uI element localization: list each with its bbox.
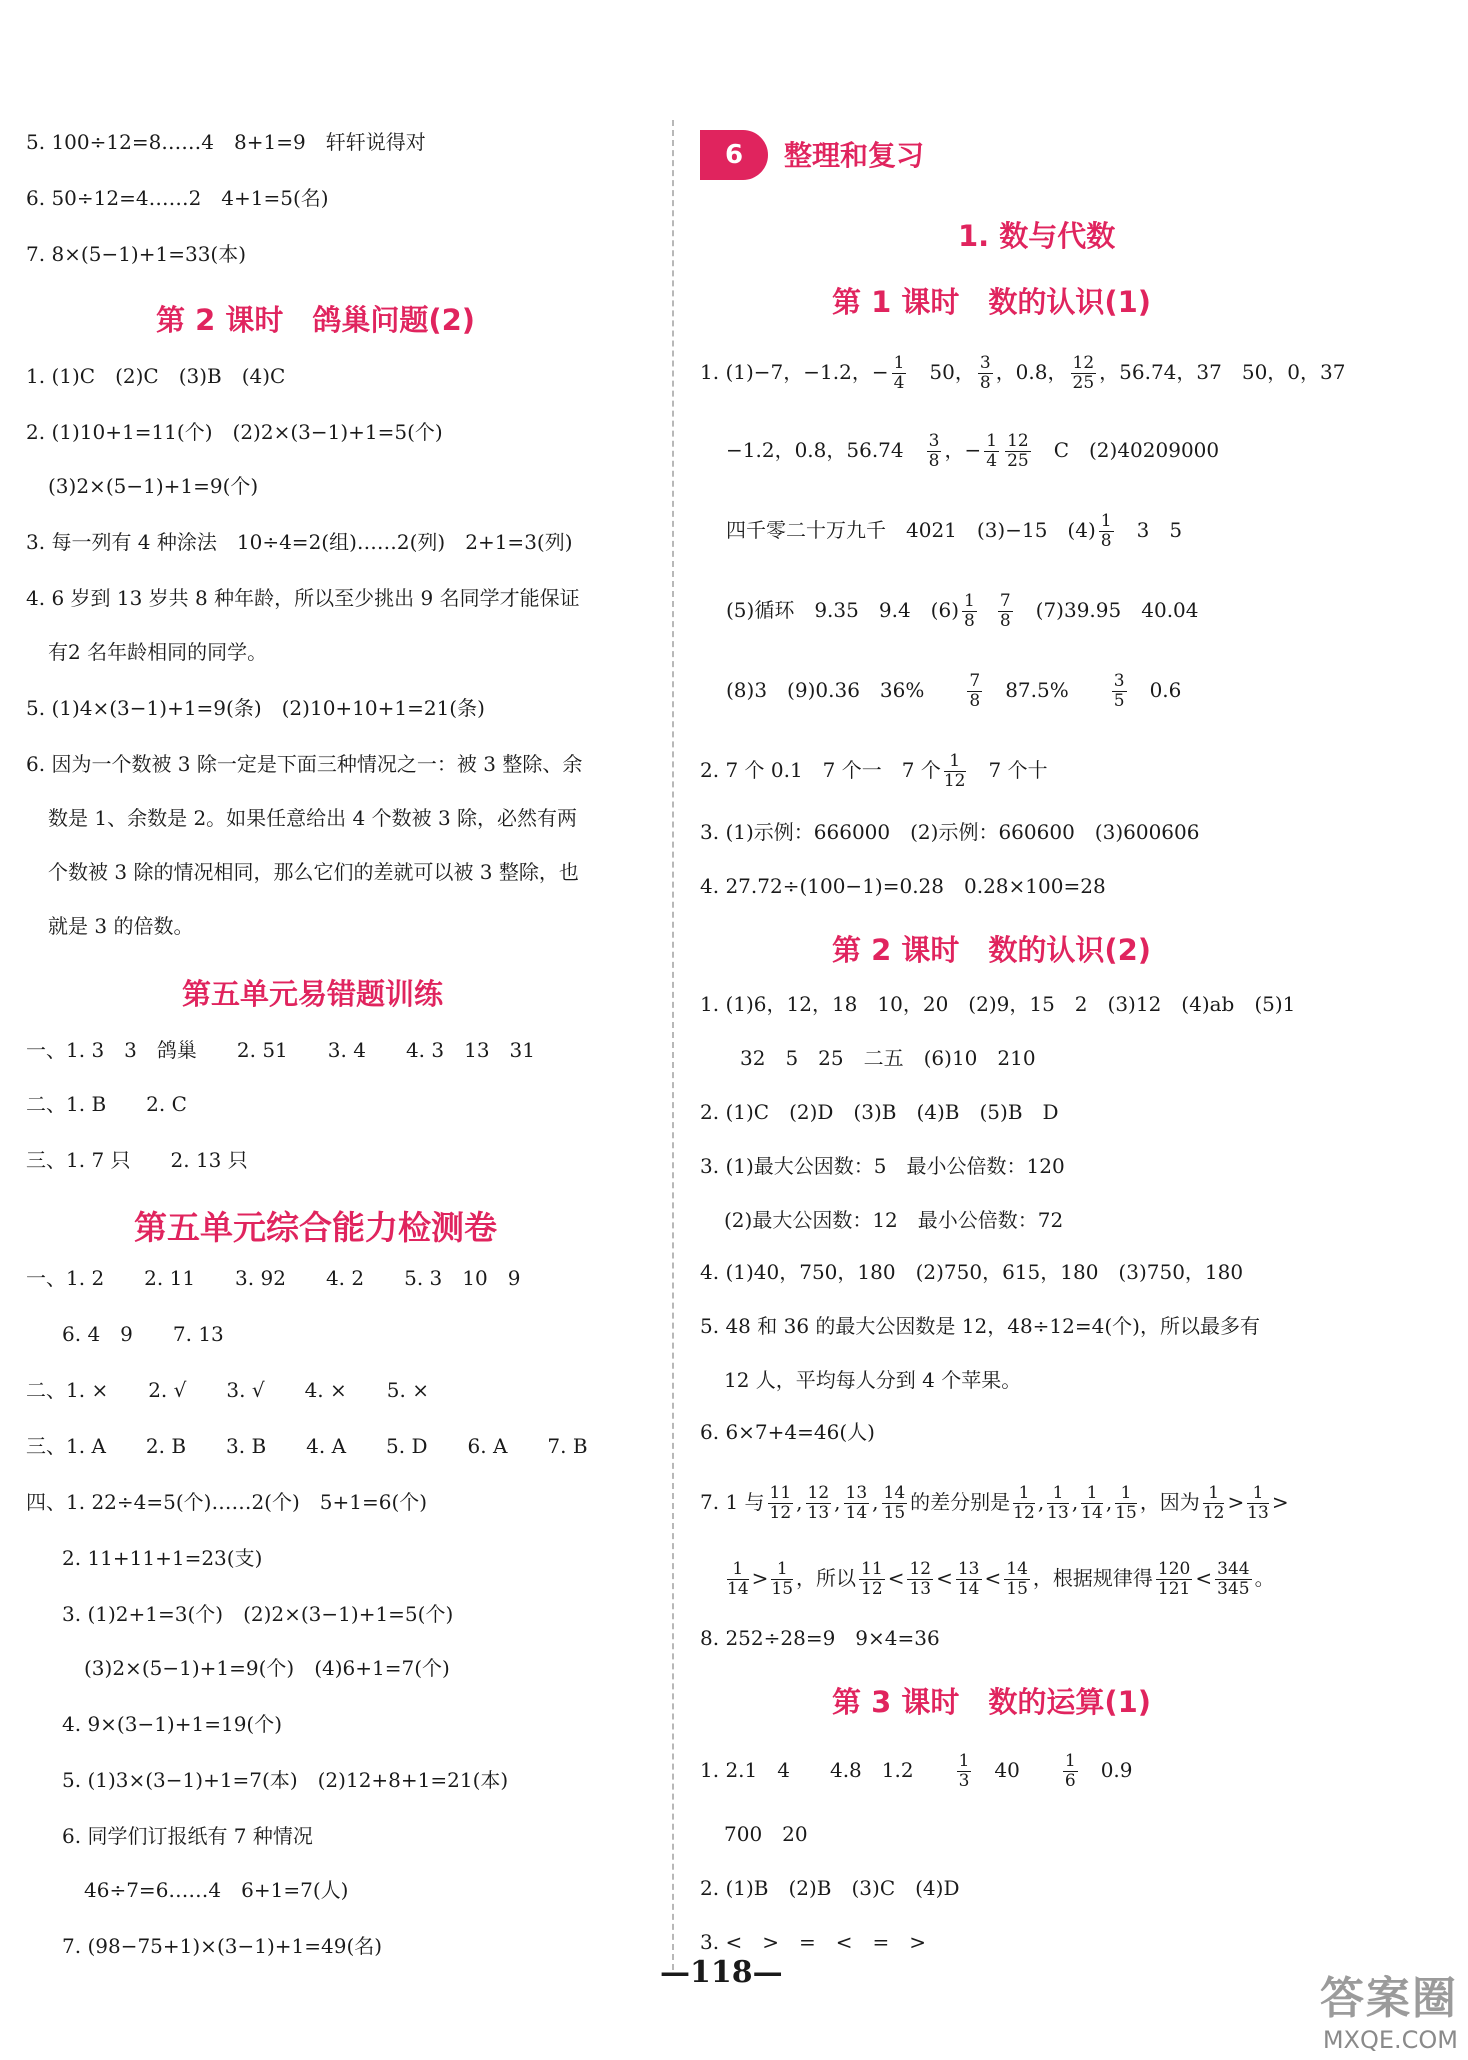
answer-line: 32 5 25 二五 (6)10 210	[740, 1046, 1036, 1070]
answer-line: 就是 3 的倍数。	[48, 914, 194, 938]
fraction: $\frac{12}{25}$	[1072, 353, 1095, 393]
answer-line: 700 20	[724, 1822, 808, 1846]
fraction: $\frac{11}{12}$	[861, 1559, 883, 1599]
answer-line: 三、1. A 2. B 3. B 4. A 5. D 6. A 7. B	[26, 1434, 588, 1458]
text: 2. 7 个 0.1 7 个一 7 个	[700, 758, 941, 782]
watermark-url: MXQE.COM	[1322, 2026, 1458, 2054]
fraction: $\frac{1}{14}$	[727, 1559, 749, 1599]
text: 1. (1)−7，−1.2，−	[700, 360, 889, 384]
fraction: $\frac{1}{12}$	[1202, 1483, 1225, 1523]
text: 7. 1 与	[700, 1490, 765, 1514]
answer-line: 二、1. × 2. √ 3. √ 4. × 5. ×	[26, 1378, 429, 1402]
fraction: $\frac{1}{4}$	[986, 431, 998, 471]
answer-line: 6. 因为一个数被 3 除一定是下面三种情况之一：被 3 整除、余	[26, 752, 583, 776]
fraction: $\frac{1}{12}$	[943, 751, 966, 791]
fraction: $\frac{3}{5}$	[1113, 671, 1125, 711]
answer-line	[726, 592, 1199, 631]
answer-line: (3)2×(5−1)+1=9(个) (4)6+1=7(个)	[84, 1656, 450, 1680]
watermark	[1320, 1962, 1458, 2054]
test-heading: 第五单元综合能力检测卷	[134, 1208, 497, 1247]
fraction: $\frac{1}{13}$	[1047, 1483, 1069, 1523]
answer-line: 6. 50÷12=4……2 4+1=5(名)	[26, 186, 329, 210]
answer-line: 5. (1)3×(3−1)+1=7(本) (2)12+8+1=21(本)	[62, 1768, 509, 1792]
fraction: $\frac{12}{13}$	[807, 1483, 830, 1523]
fraction: $\frac{7}{8}$	[999, 591, 1011, 631]
fraction: $\frac{13}{14}$	[845, 1483, 868, 1523]
fraction: $\frac{3}{8}$	[979, 353, 991, 393]
answer-line: 2. (1)10+1=11(个) (2)2×(3−1)+1=5(个)	[26, 420, 443, 444]
fraction: $\frac{13}{14}$	[957, 1559, 980, 1599]
fraction: $\frac{14}{15}$	[1006, 1559, 1028, 1599]
answer-line: 5. 100÷12=8……4 8+1=9 轩轩说得对	[26, 130, 426, 154]
fraction: $\frac{344}{345}$	[1217, 1559, 1250, 1599]
text: ，−	[944, 438, 982, 462]
fraction: $\frac{14}{15}$	[883, 1483, 906, 1523]
fraction: $\frac{1}{6}$	[1064, 1751, 1076, 1791]
fraction: $\frac{1}{4}$	[893, 353, 905, 393]
answer-line	[726, 512, 1182, 551]
text: 7 个十	[968, 758, 1048, 782]
text: 0.6	[1129, 678, 1182, 702]
lesson-heading: 第 1 课时 数的认识(1)	[832, 285, 1152, 319]
text: ，所以	[796, 1566, 857, 1590]
answer-line: 6. 6×7+4=46(人)	[700, 1420, 875, 1444]
answer-line: 12 人，平均每人分到 4 个苹果。	[724, 1368, 1022, 1392]
answer-line: 二、1. B 2. C	[26, 1092, 187, 1116]
answer-line: 1. (1)6，12，18 10，20 (2)9，15 2 (3)12 (4)ab (5)1	[700, 992, 1296, 1016]
text: (5)循环 9.35 9.4 (6)	[726, 598, 959, 622]
text: 的差分别是	[910, 1490, 1011, 1514]
answer-line: 46÷7=6……4 6+1=7(人)	[84, 1878, 349, 1902]
answer-line: 个数被 3 除的情况相同，那么它们的差就可以被 3 整除，也	[48, 860, 579, 884]
answer-line: 3. (1)示例：666000 (2)示例：660600 (3)600606	[700, 820, 1200, 844]
text: ，0.8，	[995, 360, 1068, 384]
answer-line: 3. (1)2+1=3(个) (2)2×(3−1)+1=5(个)	[62, 1602, 454, 1626]
lesson-heading: 第 2 课时 数的认识(2)	[832, 933, 1152, 967]
answer-line: 2. (1)B (2)B (3)C (4)D	[700, 1876, 960, 1900]
section-heading: 第五单元易错题训练	[182, 977, 444, 1011]
fraction: $\frac{1}{13}$	[1247, 1483, 1269, 1523]
lesson-heading: 第 2 课时 鸽巢问题(2)	[156, 303, 476, 337]
text: (8)3 (9)0.36 36%	[726, 678, 965, 702]
answer-line: 一、1. 2 2. 11 3. 92 4. 2 5. 3 10 9	[26, 1266, 521, 1290]
fraction: $\frac{1}{8}$	[1100, 511, 1112, 551]
answer-line	[700, 354, 1345, 393]
text: (7)39.95 40.04	[1015, 598, 1199, 622]
text: 0.9	[1080, 1758, 1133, 1782]
answer-line: 5. (1)4×(3−1)+1=9(条) (2)10+10+1=21(条)	[26, 696, 485, 720]
fraction: $\frac{120}{121}$	[1157, 1559, 1191, 1599]
fraction: $\frac{11}{12}$	[769, 1483, 792, 1523]
text: ，根据规律得	[1032, 1566, 1153, 1590]
fraction: $\frac{1}{8}$	[964, 591, 975, 631]
text: 50，	[909, 360, 975, 384]
text: 四千零二十万九千 4021 (3)−15 (4)	[726, 518, 1096, 542]
answer-line: 三、1. 7 只 2. 13 只	[26, 1148, 248, 1172]
watermark-logo: 答案圈	[1320, 1973, 1458, 2024]
answer-line: 四、1. 22÷4=5(个)……2(个) 5+1=6(个)	[26, 1490, 428, 1514]
fraction: $\frac{12}{25}$	[1007, 431, 1029, 471]
answer-line: 3. (1)最大公因数：5 最小公倍数：120	[700, 1154, 1065, 1178]
answer-line: 3. 每一列有 4 种涂法 10÷4=2(组)……2(列) 2+1=3(列)	[26, 530, 573, 554]
answer-line: 4. (1)40，750，180 (2)750，615，180 (3)750，180	[700, 1260, 1244, 1284]
answer-line: 3. < > = < = >	[700, 1930, 926, 1954]
answer-line	[700, 752, 1048, 791]
text: 40	[974, 1758, 1060, 1782]
section-heading: 1. 数与代数	[958, 219, 1116, 253]
fraction: $\frac{1}{12}$	[1013, 1483, 1035, 1523]
answer-line: 2. 11+11+1=23(支)	[62, 1546, 263, 1570]
text: 1. 2.1 4 4.8 1.2	[700, 1758, 954, 1782]
answer-line: 一、1. 3 3 鸽巢 2. 51 3. 4 4. 3 13 31	[26, 1038, 536, 1062]
fraction: $\frac{12}{13}$	[909, 1559, 932, 1599]
fraction: $\frac{1}{3}$	[958, 1751, 970, 1791]
text: ，因为	[1139, 1490, 1200, 1514]
answer-line: 8. 252÷28=9 9×4=36	[700, 1626, 940, 1650]
answer-line: 1. (1)C (2)C (3)B (4)C	[26, 364, 286, 388]
page-number: —118—	[660, 1955, 783, 1990]
answer-line: 6. 4 9 7. 13	[62, 1322, 224, 1346]
column-divider	[672, 120, 674, 1970]
answer-line: 数是 1、余数是 2。如果任意给出 4 个数被 3 除，必然有两	[48, 806, 578, 830]
text: −1.2，0.8，56.74	[726, 438, 924, 462]
fraction: $\frac{3}{8}$	[928, 431, 940, 471]
answer-line: 4. 6 岁到 13 岁共 8 种年龄，所以至少挑出 9 名同学才能保证	[26, 586, 580, 610]
answer-line	[726, 432, 1219, 471]
answer-line: 有2 名年龄相同的同学。	[48, 640, 268, 664]
text: 3 5	[1116, 518, 1183, 542]
answer-line: 7. 1 与 $\frac{11}{12}$ , $\frac{12}{13}$ , $\frac{13}{14}$ , $\frac{14}{15}$ 的差分别是 $\frac{1}{12}$ , $\frac{1}{13}$ , $\frac{1}{14}$ , $\frac{1}{15}$ ，因为 $\frac{1}{12}$ > $\frac{1}{13}$ >	[700, 1483, 1289, 1523]
answer-line: (2)最大公因数：12 最小公倍数：72	[724, 1208, 1064, 1232]
text: C (2)40209000	[1033, 438, 1220, 462]
answer-line: (3)2×(5−1)+1=9(个)	[48, 474, 259, 498]
answer-line: $\frac{1}{14}$ > $\frac{1}{15}$ ，所以 $\frac{11}{12}$ < $\frac{12}{13}$ < $\frac{13}{14}$ < $\frac{14}{15}$ ，根据规律得 $\frac{120}{121}$ < $\frac{344}{345}$ 。	[727, 1559, 1275, 1599]
unit-title: 整理和复习	[784, 139, 925, 172]
fraction: $\frac{1}{14}$	[1081, 1483, 1103, 1523]
answer-line	[726, 672, 1181, 711]
fraction: $\frac{1}{15}$	[771, 1559, 794, 1599]
answer-line: 5. 48 和 36 的最大公因数是 12，48÷12=4(个)，所以最多有	[700, 1314, 1260, 1338]
fraction: $\frac{1}{15}$	[1115, 1483, 1137, 1523]
answer-line: 6. 同学们订报纸有 7 种情况	[62, 1824, 313, 1848]
answer-line: 7. (98−75+1)×(3−1)+1=49(名)	[62, 1934, 383, 1958]
answer-line: 4. 27.72÷(100−1)=0.28 0.28×100=28	[700, 874, 1106, 898]
answer-line: 4. 9×(3−1)+1=19(个)	[62, 1712, 283, 1736]
text: ，56.74，37 50，0，37	[1099, 360, 1346, 384]
unit-badge: 6	[700, 130, 768, 180]
answer-line	[700, 1752, 1133, 1791]
text: 87.5%	[985, 678, 1109, 702]
answer-line: 7. 8×(5−1)+1=33(本)	[26, 242, 247, 266]
answer-line: 2. (1)C (2)D (3)B (4)B (5)B D	[700, 1100, 1059, 1124]
fraction: $\frac{7}{8}$	[969, 671, 981, 711]
lesson-heading: 第 3 课时 数的运算(1)	[832, 1685, 1152, 1719]
